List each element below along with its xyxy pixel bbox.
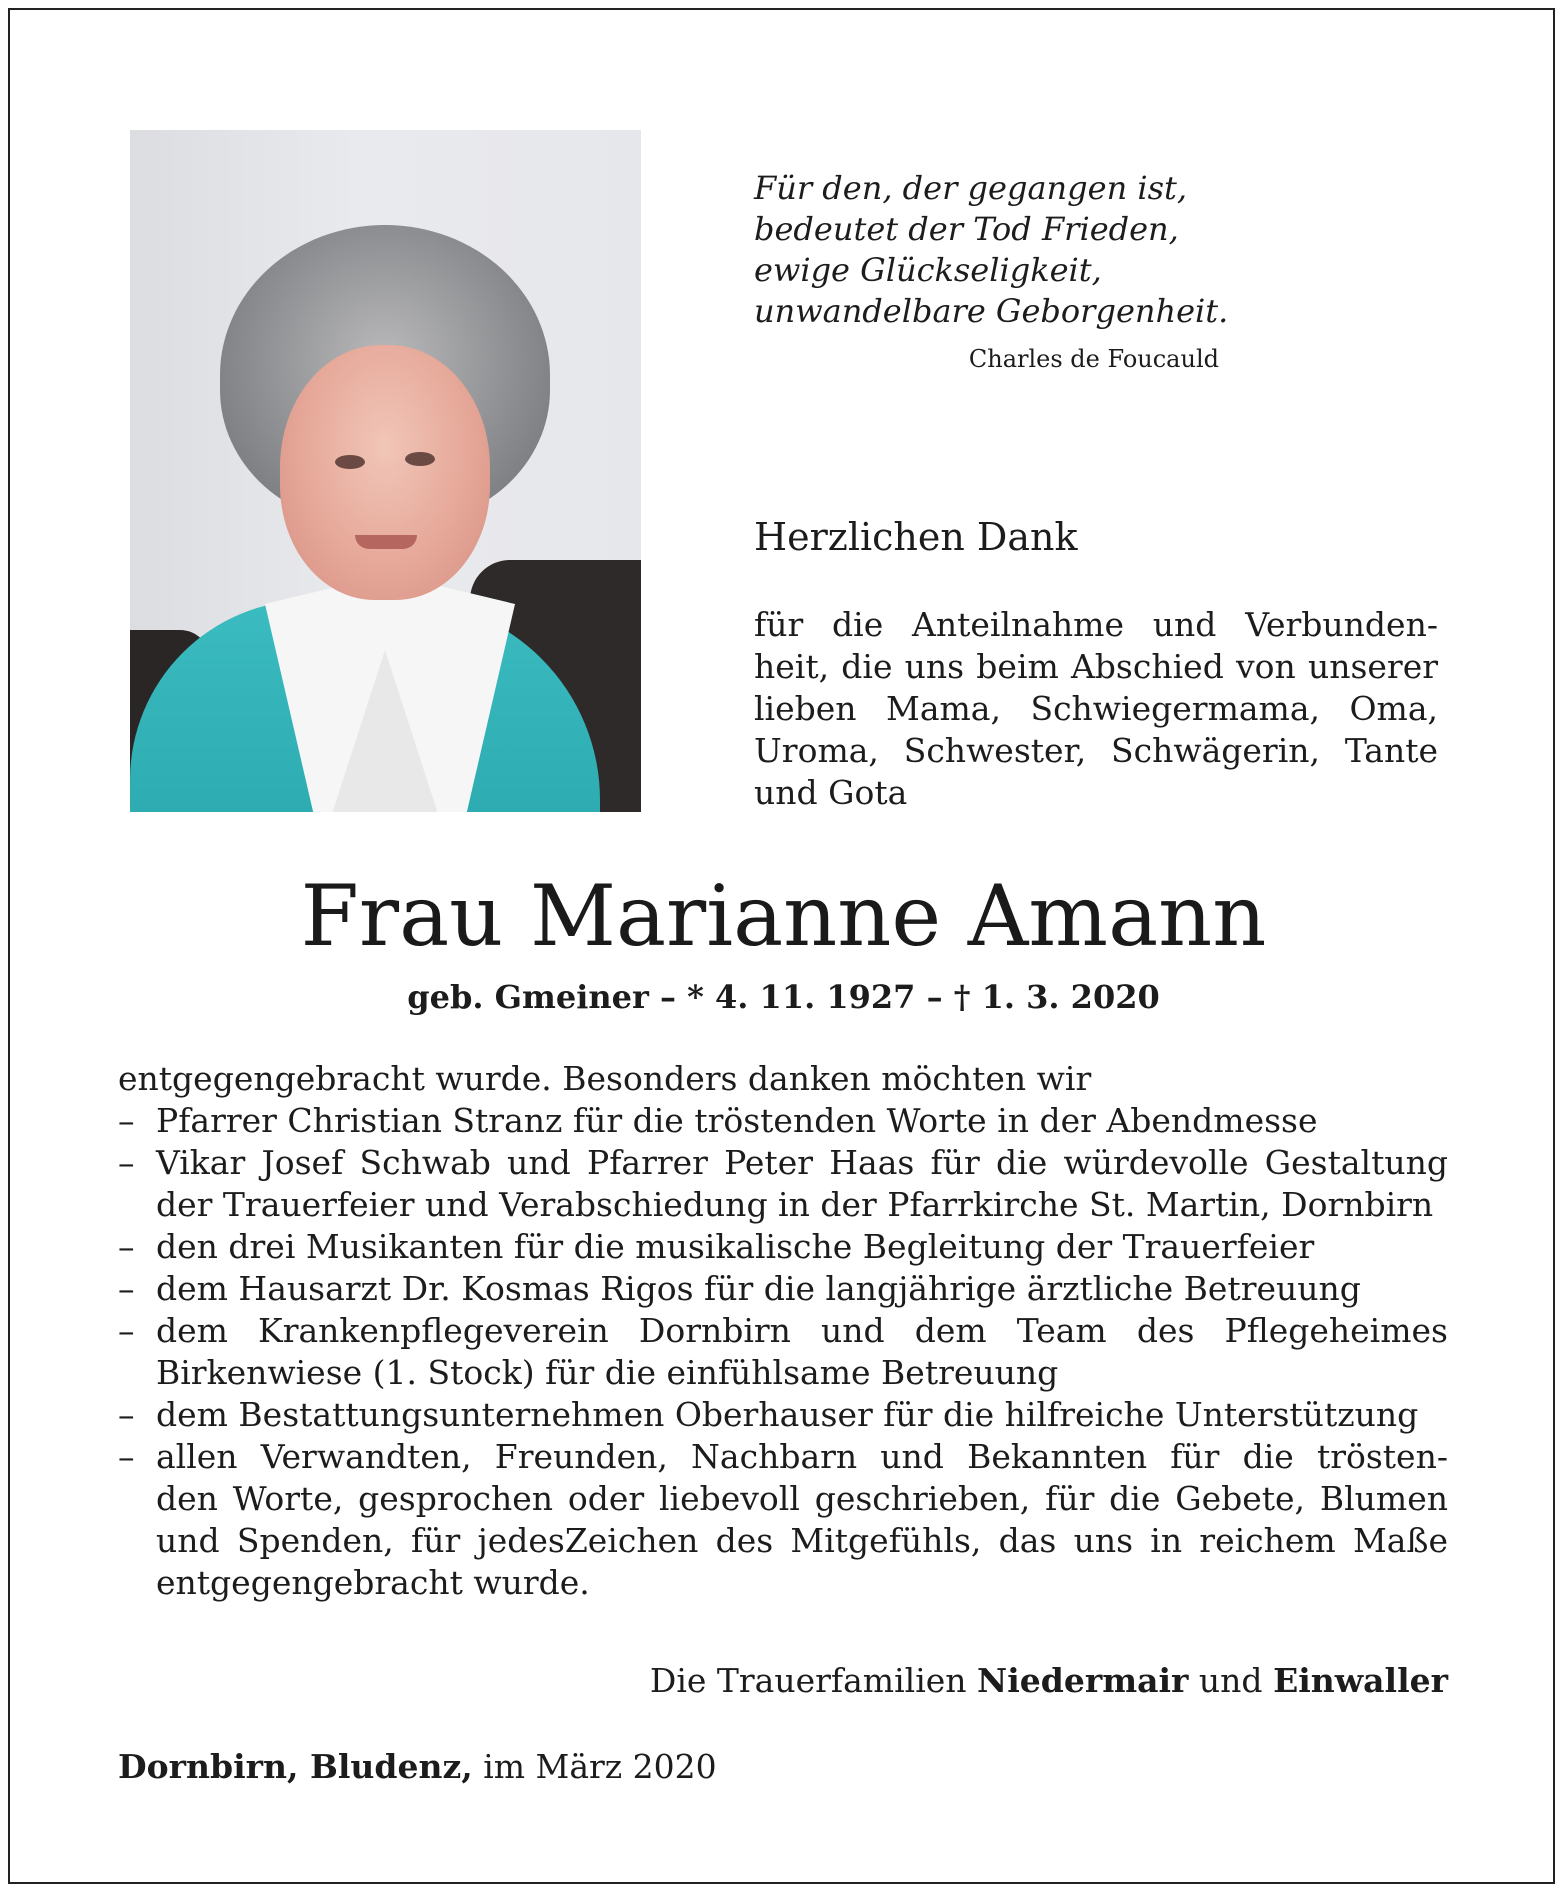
list-item [118, 1310, 1448, 1394]
list-item-line: entgegengebracht wurde. [156, 1563, 590, 1602]
list-item-line: und Spenden, für jedesZeichen des Mitgefühls, das uns in reichem Maße [156, 1521, 1448, 1560]
dash-bullet: – [118, 1437, 135, 1476]
quote-line: bedeutet der Tod Frieden, [754, 210, 1179, 248]
signature-prefix: Die Trauerfamilien [649, 1661, 967, 1700]
list-item [118, 1394, 1448, 1436]
list-item [118, 1436, 1448, 1604]
list-item-line: dem Hausarzt Dr. Kosmas Rigos für die langjährige ärztliche Betreuung [156, 1269, 1361, 1308]
dash-bullet: – [118, 1269, 135, 1308]
list-item-line: den drei Musikanten für die musikalische Begleitung der Trauerfeier [156, 1227, 1315, 1266]
place-names: Dornbirn, Bludenz, [118, 1747, 473, 1786]
deceased-name: Frau Marianne Amann [300, 867, 1267, 965]
quote-line: unwandelbare Geborgenheit. [754, 292, 1229, 330]
thanks-line: und Gota [754, 773, 908, 812]
acknowledgements [118, 1058, 1448, 1604]
acknowledgements-lead: entgegengebracht wurde. Besonders danken möchten wir [118, 1059, 1092, 1098]
list-item-line: Birkenwiese (1. Stock) für die einfühlsame Betreuung [156, 1353, 1059, 1392]
dash-bullet: – [118, 1101, 135, 1140]
family-name: Einwaller [1273, 1661, 1448, 1700]
deceased-dates: geb. Gmeiner – * 4. 11. 1927 – † 1. 3. 2020 [407, 978, 1160, 1016]
list-item-line: allen Verwandten, Freunden, Nachbarn und Bekannten für die trösten- [156, 1437, 1448, 1476]
list-item-line: Pfarrer Christian Stranz für die tröstenden Worte in der Abendmesse [156, 1101, 1318, 1140]
list-item-line: den Worte, gesprochen oder liebevoll geschrieben, für die Gebete, Blumen [156, 1479, 1448, 1518]
list-item-line: Vikar Josef Schwab und Pfarrer Peter Haas für die würdevolle Gestaltung [156, 1143, 1448, 1182]
thanks-line: heit, die uns beim Abschied von unserer [754, 647, 1438, 686]
list-item-line: dem Bestattungsunternehmen Oberhauser für die hilfreiche Unterstützung [156, 1395, 1419, 1434]
thanks-line: lieben Mama, Schwiegermama, Oma, [754, 689, 1438, 728]
dash-bullet: – [118, 1395, 135, 1434]
thanks-heading: Herzlichen Dank [754, 515, 1078, 559]
list-item [118, 1142, 1448, 1226]
acknowledgements-list [118, 1100, 1448, 1604]
thanks-intro [754, 604, 1438, 814]
list-item [118, 1100, 1448, 1142]
dash-bullet: – [118, 1227, 135, 1266]
date-text: im März 2020 [483, 1747, 717, 1786]
quote-author: Charles de Foucauld [968, 345, 1219, 373]
signature-conjunction: und [1198, 1661, 1263, 1700]
list-item [118, 1268, 1448, 1310]
thanks-line: Uroma, Schwester, Schwägerin, Tante [754, 731, 1438, 770]
memorial-quote [754, 168, 1274, 332]
dash-bullet: – [118, 1143, 135, 1182]
list-item-line: dem Krankenpflegeverein Dornbirn und dem Team des Pflegeheimes [156, 1311, 1448, 1350]
quote-line: ewige Glückseligkeit, [754, 251, 1102, 289]
quote-line: Für den, der gegangen ist, [754, 169, 1188, 207]
list-item-line: der Trauerfeier und Verabschiedung in der Pfarrkirche St. Martin, Dornbirn [156, 1185, 1434, 1224]
place-date [118, 1747, 717, 1786]
dash-bullet: – [118, 1311, 135, 1350]
family-name: Niedermair [977, 1661, 1189, 1700]
portrait-photo [130, 130, 641, 812]
signature [118, 1661, 1448, 1700]
thanks-line: für die Anteilnahme und Verbunden- [754, 605, 1438, 644]
list-item [118, 1226, 1448, 1268]
